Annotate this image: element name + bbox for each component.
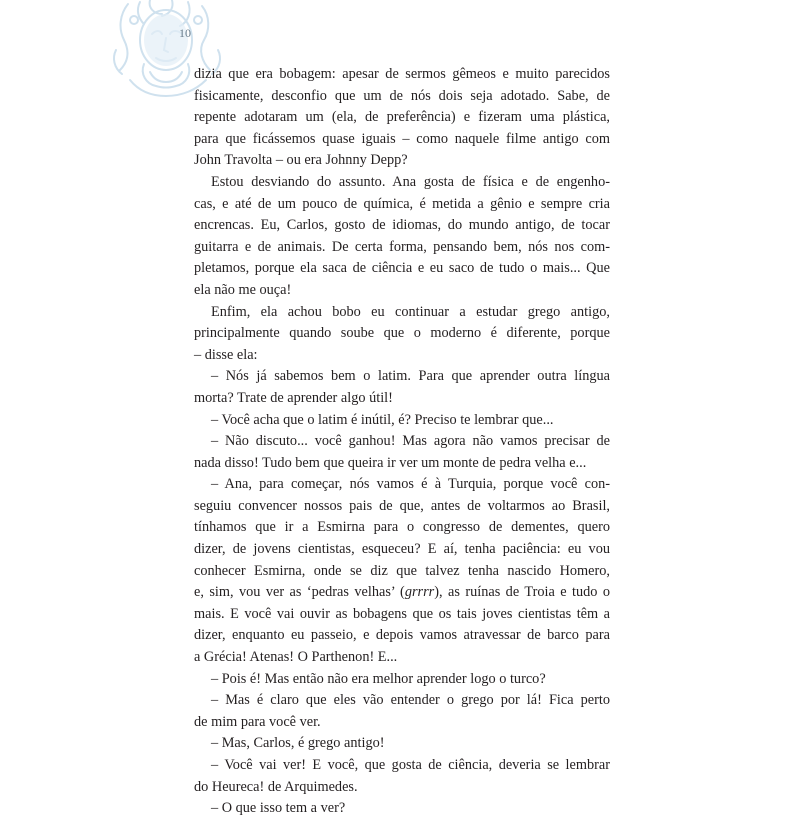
text-line: a Grécia! Atenas! O Parthenon! E...	[194, 649, 398, 666]
text-line: seguiu convencer nossos pais de que, antes de voltarmos ao Brasil,	[194, 497, 610, 514]
text-line: dizia que era bobagem: apesar de sermos gêmeos e muito parecidos	[194, 66, 610, 82]
text-line: – disse ela:	[194, 346, 258, 363]
text-line: – Não discuto... você ganhou! Mas agora não vamos precisar de	[211, 433, 610, 450]
text-line: tínhamos que ir a Esmirna para o congresso de dementes, quero	[194, 519, 610, 536]
text-line: para que ficássemos quase iguais – como naquele filme antigo com	[194, 130, 610, 147]
text-line: pletamos, porque ela saca de ciência e eu saco de tudo o mais... Que	[194, 260, 610, 277]
text-line: Estou desviando do assunto. Ana gosta de física e de engenho-	[211, 173, 610, 190]
text-line: – Ana, para começar, nós vamos é à Turquia, porque você con-	[211, 476, 610, 493]
text-line: nada disso! Tudo bem que queira ir ver um monte de pedra velha e...	[194, 454, 587, 471]
text-line: – Você acha que o latim é inútil, é? Preciso te lembrar que...	[211, 411, 554, 428]
text-line: encrencas. Eu, Carlos, gosto de idiomas, do mundo antigo, de tocar	[194, 217, 610, 234]
text-line: fisicamente, desconfio que um de nós dois seja adotado. Sabe, de	[194, 87, 610, 104]
page-number: 10	[179, 26, 191, 40]
body-text	[194, 64, 610, 820]
text-line: – O que isso tem a ver?	[211, 800, 346, 817]
text-line: – Você vai ver! E você, que gosta de ciência, deveria se lembrar	[211, 757, 610, 773]
text-line: do Heureca! de Arquimedes.	[194, 778, 358, 795]
text-line: – Nós já sabemos bem o latim. Para que aprender outra língua	[211, 368, 610, 385]
text-line: dizer, enquanto eu passeio, e depois vamos atravessar de barco para	[194, 627, 610, 644]
text-line: morta? Trate de aprender algo útil!	[194, 389, 393, 406]
text-line: cas, e até de um pouco de química, é metida a gênio e sempre cria	[194, 195, 610, 212]
text-line: e, sim, vou ver as ‘pedras velhas’ (grrrr), as ruínas de Troia e tudo o	[194, 584, 610, 601]
text-line: John Travolta – ou era Johnny Depp?	[194, 152, 408, 169]
text-line: principalmente quando soube que o moderno é diferente, porque	[194, 325, 610, 342]
text-line: dizer, de jovens cientistas, esqueceu? E aí, tenha paciência: eu vou	[194, 541, 610, 558]
text-line: Enfim, ela achou bobo eu continuar a estudar grego antigo,	[211, 303, 610, 320]
text-line: de mim para você ver.	[194, 713, 321, 730]
text-line: ela não me ouça!	[194, 281, 292, 298]
text-line: guitarra e de animais. De certa forma, pensando bem, nós nos com-	[194, 238, 610, 255]
text-line: – Pois é! Mas então não era melhor aprender logo o turco?	[211, 670, 546, 687]
text-line: – Mas é claro que eles vão entender o grego por lá! Fica perto	[211, 692, 610, 709]
text-line: mais. E você vai ouvir as bobagens que os tais joves cientistas têm a	[194, 605, 610, 622]
text-line: – Mas, Carlos, é grego antigo!	[211, 735, 385, 752]
text-line: repente adotaram um (ela, de preferência) e fizeram uma plástica,	[194, 109, 610, 126]
text-line: conhecer Esmirna, onde se diz que talvez tenha nascido Homero,	[194, 562, 610, 579]
